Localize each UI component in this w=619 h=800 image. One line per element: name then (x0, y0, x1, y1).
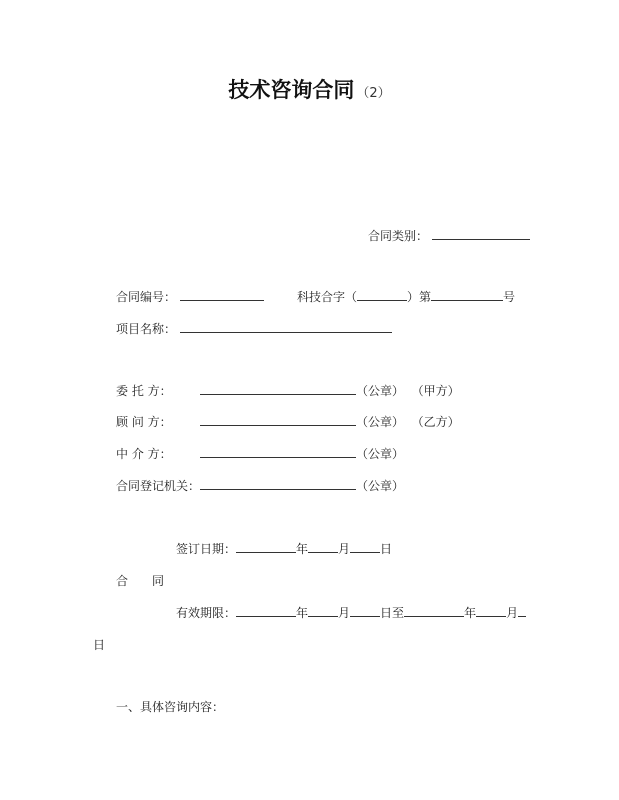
contract-number-row (116, 288, 264, 305)
valid-from-day-field[interactable] (350, 604, 380, 617)
role-label: （甲方） (411, 384, 460, 398)
intermediary-field[interactable] (200, 445, 356, 458)
project-name-field[interactable] (180, 320, 392, 333)
registry-field[interactable] (200, 477, 356, 490)
party-label: 中 介 方： (116, 447, 172, 461)
tech-contract-prefix: 科技合字（ (297, 290, 358, 304)
party-label: 合同登记机关： (116, 479, 201, 493)
validity-row (176, 604, 526, 621)
party-label: 顾 问 方： (116, 415, 172, 429)
tech-contract-code-field[interactable] (357, 288, 407, 301)
tech-contract-mid: ）第 (407, 290, 432, 304)
contract-type-field[interactable] (432, 227, 530, 240)
consultant-field[interactable] (200, 413, 356, 426)
title-text: 技术咨询合同 (228, 78, 355, 102)
month-label: 月 (506, 606, 519, 620)
sign-month-field[interactable] (308, 540, 338, 553)
tech-contract-suffix: 号 (503, 290, 516, 304)
seal-label: （公章） (356, 415, 405, 429)
validity-label: 有效期限： (176, 606, 237, 620)
party-row-client (116, 382, 460, 399)
contract-word-1: 合 (116, 574, 129, 588)
project-name-row (116, 320, 392, 337)
year-label: 年 (464, 606, 477, 620)
sign-day-field[interactable] (350, 540, 380, 553)
contract-type-label: 合同类别： (368, 229, 429, 243)
to-label: 日至 (380, 606, 405, 620)
contract-word-2: 同 (152, 574, 165, 588)
year-label: 年 (296, 542, 309, 556)
sign-date-label: 签订日期： (176, 542, 237, 556)
seal-label: （公章） (356, 479, 405, 493)
seal-label: （公章） (356, 447, 405, 461)
party-label: 委 托 方： (116, 384, 172, 398)
year-label: 年 (296, 606, 309, 620)
valid-from-year-field[interactable] (236, 604, 296, 617)
sign-date-row (176, 540, 392, 557)
valid-to-day-field[interactable] (518, 604, 526, 617)
valid-to-day-label: 日 (93, 638, 106, 652)
title-suffix: （2） (356, 86, 391, 101)
seal-label: （公章） (356, 384, 405, 398)
party-row-registry (116, 477, 404, 494)
sign-year-field[interactable] (236, 540, 296, 553)
valid-from-month-field[interactable] (308, 604, 338, 617)
project-name-label: 项目名称： (116, 322, 177, 336)
document-title (0, 74, 619, 104)
day-label: 日 (380, 542, 393, 556)
tech-contract-seq-field[interactable] (431, 288, 503, 301)
client-field[interactable] (200, 382, 356, 395)
month-label: 月 (338, 542, 351, 556)
valid-to-month-field[interactable] (476, 604, 506, 617)
contract-number-label: 合同编号： (116, 290, 177, 304)
party-row-intermediary (116, 445, 404, 462)
contract-type-row (368, 227, 530, 244)
month-label: 月 (338, 606, 351, 620)
contract-number-field[interactable] (180, 288, 264, 301)
tech-contract-number-row (297, 288, 515, 305)
party-row-consultant (116, 413, 460, 430)
role-label: （乙方） (411, 415, 460, 429)
section-heading-1: 一、具体咨询内容： (116, 700, 225, 714)
valid-to-year-field[interactable] (404, 604, 464, 617)
